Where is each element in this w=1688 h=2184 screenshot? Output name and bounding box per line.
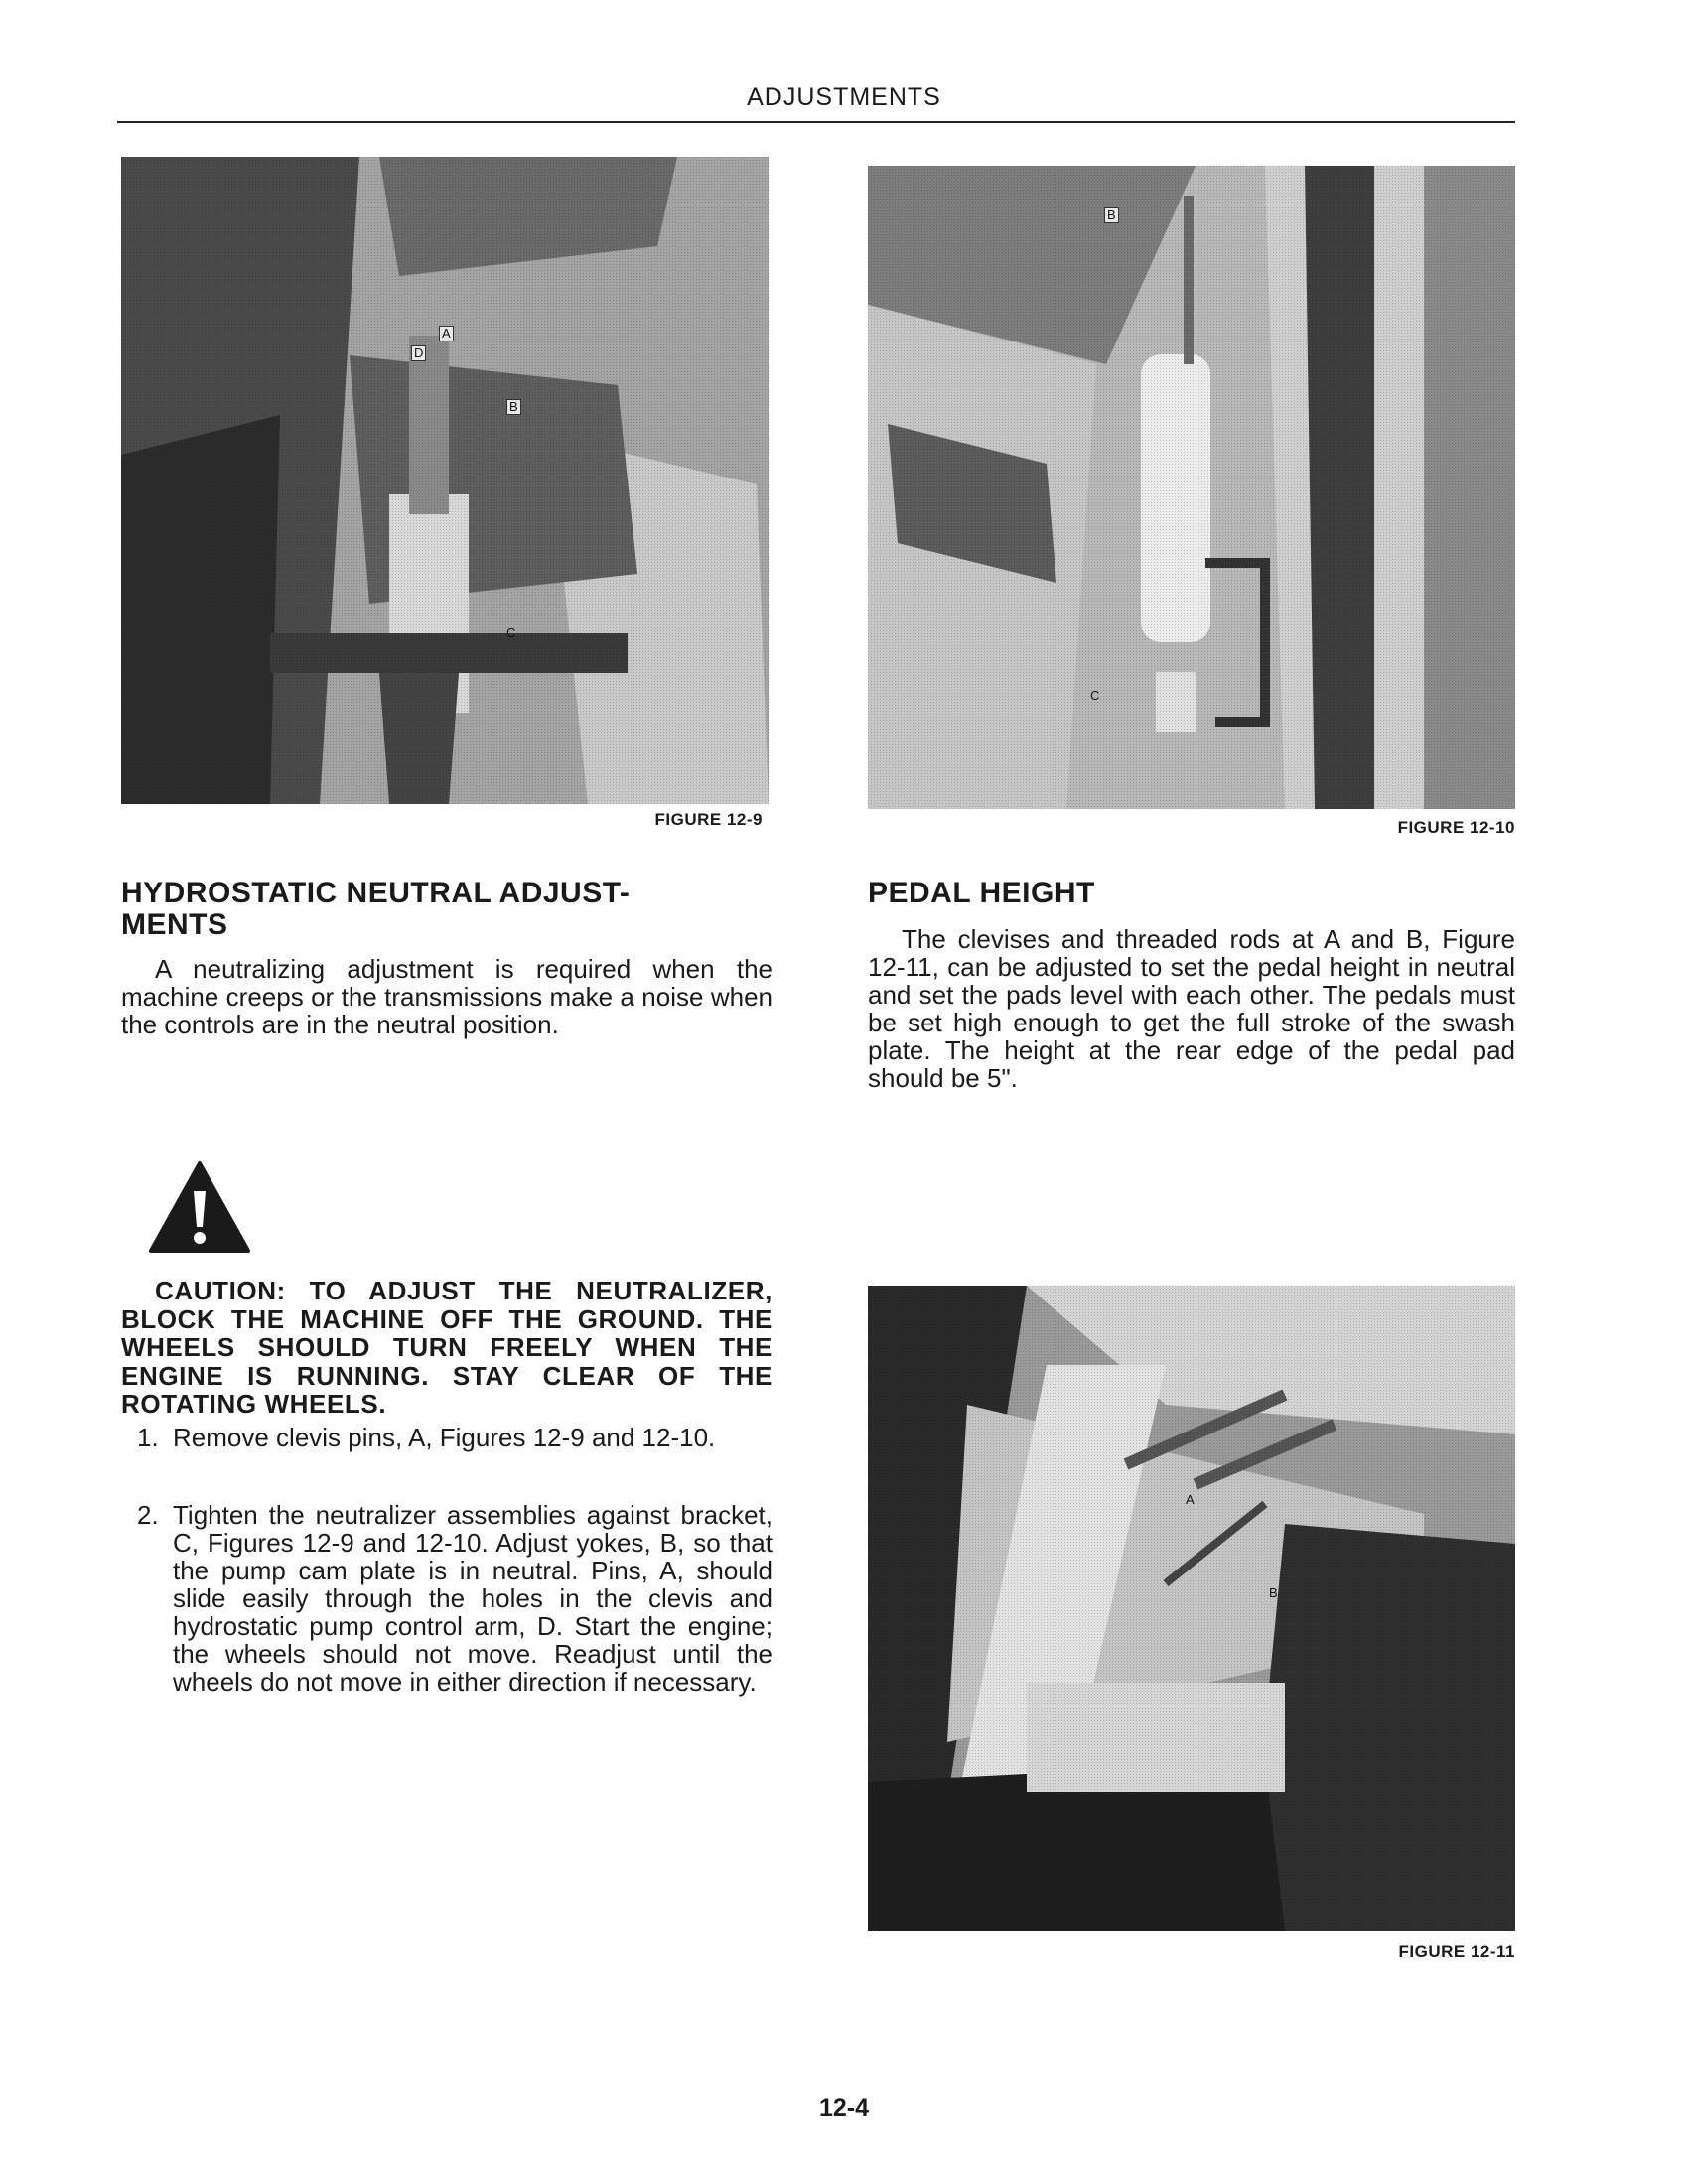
figure-12-11-photo	[868, 1286, 1515, 1931]
callout-a: A	[439, 326, 454, 341]
callout-a: A	[1186, 1492, 1195, 1507]
callout-d: D	[411, 345, 426, 361]
hydrostatic-intro-paragraph	[121, 955, 773, 1038]
caution-notice: CAUTION: TO ADJUST THE NEUTRALIZER, BLOCK THE MACHINE OFF THE GROUND. THE WHEELS SHOULD TURN FREELY WHEN THE ENGINE IS RUNNING. STAY CLEAR OF THE ROTATING WHEELS.	[121, 1276, 773, 1419]
warning-triangle-icon	[147, 1160, 252, 1255]
page-number: 12-4	[818, 2094, 870, 2121]
heading-line-1: HYDROSTATIC NEUTRAL ADJUST-	[121, 877, 631, 909]
callout-c: C	[1090, 688, 1100, 703]
step-text: Remove clevis pins, A, Figures 12-9 and 12-10.	[173, 1423, 716, 1452]
pedal-height-paragraph	[868, 925, 1515, 1092]
list-item	[137, 1424, 773, 1483]
running-head: ADJUSTMENTS	[747, 83, 941, 111]
pedal-height-text: The clevises and threaded rods at A and B, Figure 12-11, can be adjusted to set the pedal height in neutral and set the pads level with each other. The pedals must be set high enough to get the full stroke of the swash plate. The height at the rear edge of the pedal pad should be 5".	[868, 924, 1515, 1093]
callout-b: B	[1269, 1585, 1278, 1600]
heading-line-2: MENTS	[121, 908, 228, 941]
step-number: 2.	[137, 1500, 159, 1530]
step-number: 1.	[137, 1423, 159, 1452]
figure-12-10-photo	[868, 166, 1515, 809]
header-rule	[117, 121, 1515, 123]
figure-12-10-caption: FIGURE 12-10	[1397, 818, 1515, 837]
figure-12-9-photo	[121, 157, 769, 804]
step-text: Tighten the neutralizer assemblies against bracket, C, Figures 12-9 and 12-10. Adjust yokes, B, so that the pump cam plate is in neutral. Pins, A, should slide easily through the holes in the clevis and hydrostatic pump control arm, D. Start the engine; the wheels should not move. Readjust until the wheels do not move in either direction if necessary.	[173, 1500, 773, 1697]
callout-c: C	[506, 625, 516, 640]
list-item	[137, 1501, 773, 1789]
figure-12-11-caption: FIGURE 12-11	[1398, 1942, 1515, 1961]
section-heading-pedal-height: PEDAL HEIGHT	[868, 877, 1095, 909]
section-heading-hydrostatic	[121, 878, 776, 941]
callout-b: B	[506, 399, 521, 415]
callout-b: B	[1104, 207, 1119, 223]
intro-text: A neutralizing adjustment is required when the machine creeps or the transmissions make a noise when the controls are in the neutral position.	[121, 954, 773, 1039]
figure-12-9-caption: FIGURE 12-9	[654, 810, 763, 829]
